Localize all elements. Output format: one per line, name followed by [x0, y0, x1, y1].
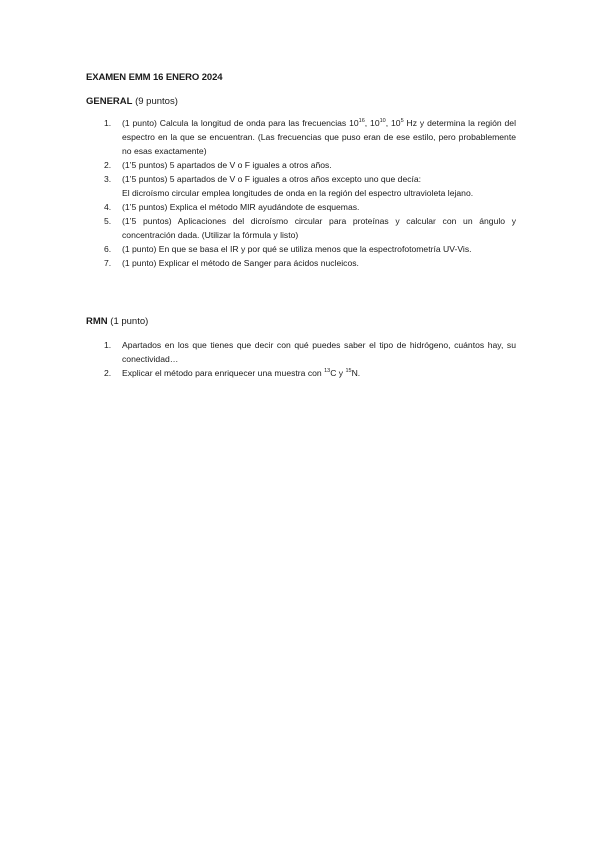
list-item	[86, 214, 516, 242]
item-number: 3.	[104, 174, 112, 184]
rmn-heading-points: (1 punto)	[110, 316, 149, 327]
exam-title: EXAMEN EMM 16 ENERO 2024	[86, 72, 223, 83]
general-heading	[86, 96, 178, 107]
item-text: (1 punto) Calcula la longitud de onda para las frecuencias 10	[122, 118, 359, 128]
item-text: (1’5 puntos) 5 apartados de V o F iguales a otros años excepto uno que decía:	[122, 174, 422, 184]
item-number: 7.	[104, 258, 112, 268]
item-number: 6.	[104, 244, 112, 254]
item-number: 2.	[104, 368, 112, 378]
superscript: 10	[379, 118, 386, 125]
item-text: N.	[351, 368, 361, 378]
list-item	[86, 338, 516, 366]
superscript: 16	[358, 118, 365, 125]
superscript: 5	[400, 118, 404, 125]
rmn-heading-label: RMN	[86, 316, 108, 327]
item-number: 1.	[104, 118, 112, 128]
general-heading-points: (9 puntos)	[135, 96, 178, 107]
general-heading-label: GENERAL	[86, 96, 133, 107]
general-question-list	[86, 116, 516, 270]
item-number: 2.	[104, 160, 112, 170]
item-text: (1 punto) En que se basa el IR y por qué se utiliza menos que la espectrofotometría UV-Vis.	[122, 244, 472, 254]
item-text: (1’5 puntos) Aplicaciones del dicroísmo circular para proteínas y calcular con un ángulo y concentración dada. (Utilizar la fórmula y listo)	[122, 216, 516, 240]
superscript: 13	[324, 368, 331, 375]
item-text: Apartados en los que tienes que decir con qué puedes saber el tipo de hidrógeno, cuántos hay, su conectividad…	[122, 340, 516, 364]
item-text: C y	[330, 368, 346, 378]
superscript: 15	[345, 368, 352, 375]
list-item	[86, 172, 516, 200]
item-text: , 10	[364, 118, 380, 128]
item-number: 1.	[104, 340, 112, 350]
list-item	[86, 366, 516, 380]
item-text: (1’5 puntos) 5 apartados de V o F iguales a otros años.	[122, 160, 332, 170]
list-item	[86, 116, 516, 158]
item-number: 5.	[104, 216, 112, 226]
list-item	[86, 158, 516, 172]
item-text: , 10	[385, 118, 401, 128]
item-text-continuation: El dicroísmo circular emplea longitudes de onda en la región del espectro ultravioleta lejano.	[122, 188, 474, 198]
item-text: Hz y determina la región del espectro en la que se encuentran. (Las frecuencias que puso eran de ese estilo, pero probablemente no esas exactamente)	[122, 118, 516, 156]
list-item	[86, 200, 516, 214]
rmn-heading	[86, 316, 148, 327]
list-item	[86, 242, 516, 256]
list-item	[86, 256, 516, 270]
item-text: (1’5 puntos) Explica el método MIR ayudándote de esquemas.	[122, 202, 360, 212]
item-text: Explicar el método para enriquecer una muestra con	[122, 368, 325, 378]
item-text: (1 punto) Explicar el método de Sanger para ácidos nucleicos.	[122, 258, 359, 268]
item-number: 4.	[104, 202, 112, 212]
rmn-question-list	[86, 338, 516, 380]
